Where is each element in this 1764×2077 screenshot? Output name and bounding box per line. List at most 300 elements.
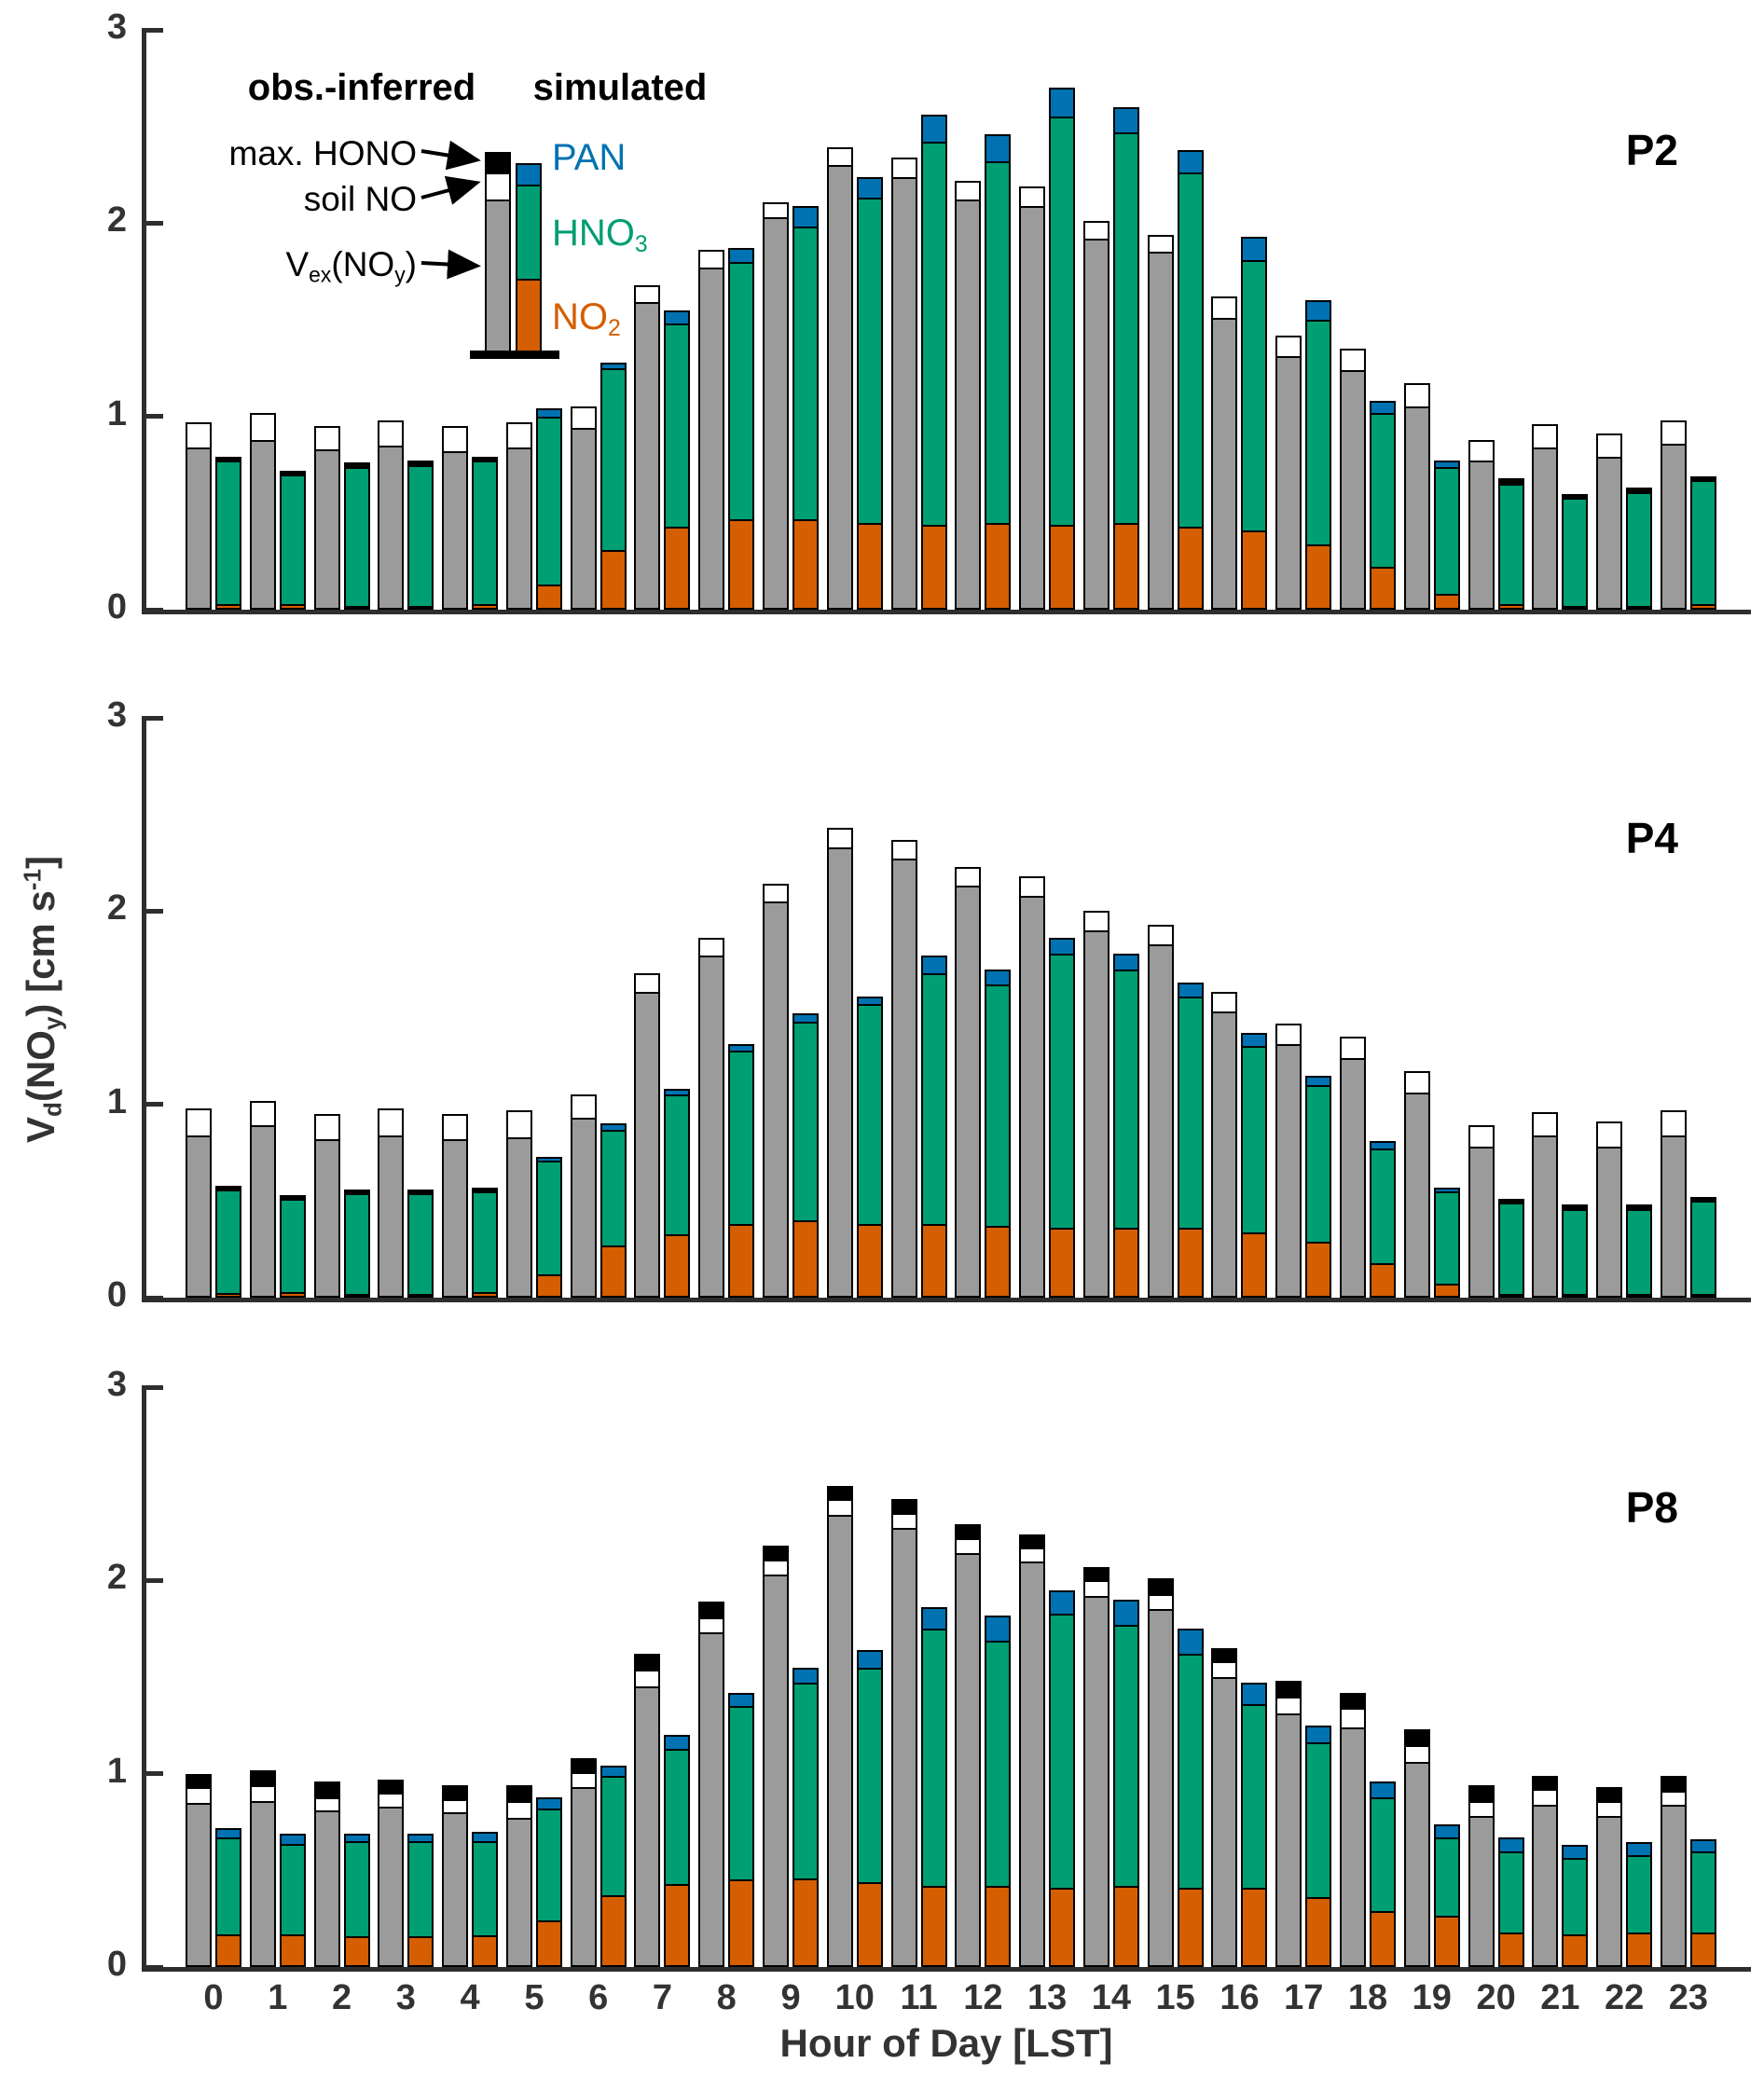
y-tick-P8-2 [146,1578,163,1583]
p4-h17-obs-bar-soil-no [1275,1024,1302,1047]
p8-h13-obs-bar-vex [1019,1561,1045,1967]
p8-h2-obs-bar-vex [314,1810,340,1967]
p8-h0-obs-bar-soil-no [186,1787,212,1805]
p2-h18-sim-bar-hno3 [1370,413,1396,570]
p8-h2-sim-bar-no2 [344,1936,370,1967]
x-tick-label-11: 11 [900,1978,938,2017]
p8-h8-sim-bar-no2 [728,1879,754,1967]
p4-h3-obs-bar-soil-no [378,1108,404,1137]
p8-h11-sim-bar-no2 [921,1886,947,1967]
p2-h12-obs-bar-soil-no [955,181,981,202]
p8-h22-sim-bar-pan [1626,1842,1652,1856]
p8-h21-obs-bar-max-hono [1532,1776,1558,1792]
p2-h2-obs-bar-soil-no [314,426,340,451]
y-axis-spine-P4 [142,716,146,1302]
p4-h18-obs-bar-vex [1340,1058,1366,1298]
p4-h7-obs-bar-vex [634,992,660,1298]
p8-h0-obs-bar-vex [186,1803,212,1967]
p4-h21-sim-bar-cap [1562,1204,1588,1210]
p4-h2-sim-bar-hno3 [344,1193,370,1296]
p8-h16-sim-bar-no2 [1241,1888,1267,1967]
p4-h5-obs-bar-soil-no [506,1110,532,1139]
legend-hno3-label: HNO3 [552,213,648,257]
p2-h8-sim-bar-hno3 [728,262,754,521]
x-tick-label-8: 8 [716,1978,737,2017]
p8-h12-sim-bar-hno3 [985,1641,1011,1888]
p4-h3-sim-bar-cap [407,1190,434,1195]
p8-h19-sim-bar-pan [1434,1824,1460,1840]
p8-h11-sim-bar-hno3 [921,1629,947,1888]
p8-h14-sim-bar-hno3 [1113,1625,1139,1888]
p4-h12-sim-bar-no2 [985,1226,1011,1298]
legend-obs-header: obs.-inferred [247,67,476,108]
p4-h8-sim-bar-pan [728,1044,754,1052]
p4-h9-obs-bar-soil-no [763,884,789,903]
p4-h7-sim-bar-no2 [664,1234,690,1298]
p8-h17-sim-bar-hno3 [1305,1742,1331,1899]
p8-h9-sim-bar-hno3 [792,1683,819,1879]
p8-h21-obs-bar-soil-no [1532,1789,1558,1807]
p8-h14-obs-bar-soil-no [1083,1580,1109,1598]
p2-h23-obs-bar-soil-no [1661,420,1687,446]
p2-h11-obs-bar-soil-no [891,158,917,179]
p2-h16-obs-bar-vex [1211,318,1237,610]
y-tick-P2-3 [146,28,163,33]
p2-h17-sim-bar-no2 [1305,544,1331,610]
p2-h19-obs-bar-soil-no [1404,383,1430,408]
p4-h5-obs-bar-vex [506,1137,532,1298]
p2-h20-sim-bar-hno3 [1498,484,1524,606]
p8-h13-sim-bar-hno3 [1049,1614,1075,1890]
p4-h12-obs-bar-soil-no [955,867,981,888]
p4-h21-obs-bar-soil-no [1532,1112,1558,1137]
p8-h10-sim-bar-no2 [857,1882,883,1967]
p2-h7-obs-bar-vex [634,302,660,610]
p8-h7-obs-bar-soil-no [634,1670,660,1689]
p8-h16-obs-bar-max-hono [1211,1648,1237,1664]
p4-h1-sim-bar-hno3 [280,1199,306,1294]
p2-h7-sim-bar-no2 [664,527,690,610]
p8-h22-obs-bar-vex [1596,1816,1622,1967]
p2-h23-sim-bar-hno3 [1690,480,1716,606]
p2-h15-obs-bar-soil-no [1148,235,1174,254]
p4-h10-sim-bar-pan [857,997,883,1006]
p8-h18-sim-bar-hno3 [1370,1797,1396,1913]
p2-h2-sim-bar-cap [344,462,370,468]
p4-h3-obs-bar-vex [378,1135,404,1298]
p8-h5-obs-bar-vex [506,1818,532,1967]
p4-h1-obs-bar-vex [250,1125,276,1298]
p4-h19-sim-bar-pan [1434,1188,1460,1193]
p8-h7-sim-bar-hno3 [664,1749,690,1886]
p8-h7-obs-bar-vex [634,1686,660,1967]
p2-h21-obs-bar-soil-no [1532,424,1558,449]
p8-h6-obs-bar-vex [571,1787,597,1967]
p4-h9-sim-bar-hno3 [792,1022,819,1223]
p8-h6-obs-bar-max-hono [571,1758,597,1774]
p4-h17-obs-bar-vex [1275,1044,1302,1298]
p4-h13-sim-bar-no2 [1049,1228,1075,1298]
p8-h19-sim-bar-hno3 [1434,1837,1460,1918]
p2-h6-sim-bar-no2 [600,550,627,610]
y-tick-label-P8-3: 3 [106,1365,127,1404]
x-tick-label-0: 0 [203,1978,224,2017]
p4-h13-obs-bar-soil-no [1019,876,1045,898]
x-tick-label-16: 16 [1220,1978,1260,2017]
p8-h7-sim-bar-pan [664,1735,690,1751]
p4-h16-sim-bar-no2 [1241,1232,1267,1298]
p8-h18-obs-bar-soil-no [1340,1708,1366,1729]
p2-h19-obs-bar-vex [1404,406,1430,610]
p4-h5-sim-bar-no2 [536,1274,562,1298]
p2-h4-sim-bar-hno3 [472,461,498,605]
p8-h15-sim-bar-pan [1178,1629,1204,1656]
p8-h4-obs-bar-vex [442,1812,468,1967]
x-tick-label-4: 4 [460,1978,480,2017]
p2-h16-sim-bar-pan [1241,237,1267,262]
p8-h6-sim-bar-hno3 [600,1776,627,1898]
p4-h18-sim-bar-hno3 [1370,1149,1396,1264]
p2-h16-sim-bar-hno3 [1241,260,1267,532]
p4-h8-obs-bar-soil-no [698,938,724,957]
p2-h17-sim-bar-hno3 [1305,320,1331,546]
p4-h14-sim-bar-pan [1113,954,1139,971]
p4-h8-sim-bar-no2 [728,1224,754,1298]
legend-sim-header: simulated [532,67,708,108]
p8-h3-sim-bar-pan [407,1834,434,1843]
p8-h4-sim-bar-pan [472,1832,498,1843]
p2-h13-obs-bar-soil-no [1019,186,1045,208]
x-tick-label-13: 13 [1027,1978,1068,2017]
x-tick-label-5: 5 [524,1978,544,2017]
p8-h21-sim-bar-hno3 [1562,1858,1588,1936]
p2-h1-obs-bar-soil-no [250,413,276,442]
p4-h12-sim-bar-pan [985,970,1011,987]
p8-h17-sim-bar-no2 [1305,1897,1331,1967]
p8-h12-obs-bar-max-hono [955,1524,981,1540]
p2-h3-sim-bar-hno3 [407,465,434,608]
p2-h5-sim-bar-no2 [536,585,562,610]
p8-h22-obs-bar-soil-no [1596,1801,1622,1819]
arrow-soil-no [421,184,474,198]
p2-h17-sim-bar-pan [1305,300,1331,322]
y-tick-label-P2-1: 1 [106,393,127,433]
p8-h0-sim-bar-hno3 [215,1837,241,1936]
p2-h0-sim-bar-hno3 [215,461,241,605]
p2-h18-sim-bar-pan [1370,401,1396,414]
p8-h5-sim-bar-no2 [536,1920,562,1967]
p8-h4-sim-bar-hno3 [472,1841,498,1937]
p8-h23-sim-bar-no2 [1690,1933,1716,1967]
p2-h16-sim-bar-no2 [1241,530,1267,610]
p4-h15-sim-bar-pan [1178,983,1204,998]
y-tick-label-P4-2: 2 [106,888,127,928]
p2-h11-obs-bar-vex [891,177,917,610]
p2-h5-sim-bar-hno3 [536,417,562,586]
p8-h19-obs-bar-max-hono [1404,1729,1430,1747]
p8-h20-obs-bar-max-hono [1468,1785,1495,1803]
x-tick-label-15: 15 [1155,1978,1195,2017]
p4-h11-sim-bar-pan [921,956,947,975]
p8-h8-obs-bar-vex [698,1632,724,1967]
p2-h4-obs-bar-vex [442,451,468,610]
y-axis-spine-P2 [142,28,146,614]
p8-h10-sim-bar-pan [857,1650,883,1670]
p2-h12-sim-bar-pan [985,134,1011,163]
p2-h19-sim-bar-no2 [1434,594,1460,610]
legend-pan-label: PAN [552,137,627,178]
p8-h3-sim-bar-hno3 [407,1841,434,1938]
p8-h15-obs-bar-soil-no [1148,1594,1174,1612]
p8-h8-sim-bar-hno3 [728,1706,754,1881]
p4-h11-obs-bar-vex [891,859,917,1298]
p2-h3-obs-bar-soil-no [378,420,404,447]
p8-h19-obs-bar-soil-no [1404,1745,1430,1765]
p4-h11-obs-bar-soil-no [891,840,917,861]
p8-h15-sim-bar-hno3 [1178,1654,1204,1890]
p8-h9-obs-bar-soil-no [763,1560,789,1577]
p8-h21-sim-bar-pan [1562,1845,1588,1859]
p2-h9-sim-bar-hno3 [792,227,819,520]
p8-h20-obs-bar-vex [1468,1816,1495,1967]
p8-h16-sim-bar-hno3 [1241,1704,1267,1890]
x-axis-line-P2 [142,610,1751,614]
p2-h14-sim-bar-pan [1113,107,1139,134]
p8-h20-sim-bar-no2 [1498,1933,1524,1967]
x-tick-label-2: 2 [331,1978,352,2017]
p8-h13-obs-bar-max-hono [1019,1534,1045,1550]
p8-h5-obs-bar-max-hono [506,1785,532,1803]
p4-h9-obs-bar-vex [763,901,789,1298]
p8-h17-obs-bar-vex [1275,1713,1302,1967]
p8-h7-obs-bar-max-hono [634,1654,660,1671]
p4-h4-obs-bar-vex [442,1139,468,1298]
p4-h4-obs-bar-soil-no [442,1114,468,1141]
legend-max-hono-label: max. HONO [228,134,417,172]
p2-h1-sim-bar-hno3 [280,475,306,606]
p8-h1-sim-bar-no2 [280,1934,306,1967]
p4-h15-obs-bar-soil-no [1148,925,1174,946]
p2-h10-obs-bar-vex [827,165,853,610]
p2-h23-obs-bar-vex [1661,444,1687,610]
p4-h9-sim-bar-pan [792,1013,819,1023]
y-tick-P2-1 [146,414,163,419]
p4-h23-obs-bar-soil-no [1661,1110,1687,1137]
p4-h0-obs-bar-soil-no [186,1108,212,1137]
p8-h4-obs-bar-soil-no [442,1799,468,1815]
x-tick-label-1: 1 [268,1978,288,2017]
x-tick-label-14: 14 [1091,1978,1132,2017]
p4-h13-obs-bar-vex [1019,896,1045,1298]
y-tick-label-P8-0: 0 [106,1945,127,1984]
p2-h15-sim-bar-pan [1178,150,1204,175]
p8-h14-obs-bar-max-hono [1083,1567,1109,1583]
p4-h16-sim-bar-hno3 [1241,1046,1267,1233]
p8-h21-obs-bar-vex [1532,1805,1558,1967]
p4-h6-sim-bar-hno3 [600,1130,627,1247]
x-axis-title: Hour of Day [LST] [779,2021,1113,2065]
p2-h12-obs-bar-vex [955,199,981,610]
p4-h5-sim-bar-hno3 [536,1161,562,1276]
p8-h15-obs-bar-vex [1148,1609,1174,1967]
p2-h23-sim-bar-cap [1690,476,1716,482]
p8-h9-obs-bar-vex [763,1575,789,1967]
p4-h11-sim-bar-no2 [921,1224,947,1298]
p2-h7-obs-bar-soil-no [634,285,660,305]
p2-h10-obs-bar-soil-no [827,147,853,167]
p8-h0-sim-bar-no2 [215,1934,241,1967]
p8-h18-obs-bar-vex [1340,1727,1366,1967]
p8-h2-obs-bar-soil-no [314,1797,340,1813]
p8-h8-sim-bar-pan [728,1693,754,1709]
p8-h5-sim-bar-hno3 [536,1809,562,1922]
p8-h10-obs-bar-vex [827,1515,853,1967]
p2-h10-sim-bar-hno3 [857,198,883,524]
p8-h11-obs-bar-vex [891,1528,917,1967]
p8-h18-obs-bar-max-hono [1340,1693,1366,1711]
legend-obs-bar-max-hono [485,152,511,175]
p2-h15-sim-bar-hno3 [1178,172,1204,528]
p8-h20-sim-bar-pan [1498,1837,1524,1853]
p2-h21-sim-bar-cap [1562,494,1588,500]
p2-h16-obs-bar-soil-no [1211,296,1237,320]
x-tick-label-3: 3 [395,1978,416,2017]
p4-h22-sim-bar-hno3 [1626,1209,1652,1296]
p4-h6-sim-bar-no2 [600,1245,627,1298]
p8-h17-sim-bar-pan [1305,1726,1331,1745]
p2-h18-sim-bar-no2 [1370,567,1396,610]
y-tick-P4-0 [146,1296,163,1300]
p8-h23-obs-bar-soil-no [1661,1791,1687,1807]
p2-h20-obs-bar-vex [1468,461,1495,610]
p2-h14-obs-bar-soil-no [1083,221,1109,241]
p8-h0-sim-bar-pan [215,1828,241,1839]
legend-sim-bar-pan [516,163,542,186]
p8-h11-obs-bar-soil-no [891,1513,917,1531]
p8-h10-obs-bar-max-hono [827,1486,853,1502]
p8-h14-sim-bar-pan [1113,1600,1139,1627]
p2-h12-sim-bar-no2 [985,523,1011,610]
p2-h14-sim-bar-no2 [1113,523,1139,610]
y-tick-label-P2-3: 3 [106,7,127,47]
p2-h7-sim-bar-hno3 [664,323,690,529]
p8-h15-sim-bar-no2 [1178,1888,1204,1967]
p4-h18-sim-bar-pan [1370,1141,1396,1150]
y-tick-P8-0 [146,1965,163,1970]
legend-no2-label: NO2 [552,296,621,341]
p8-h0-obs-bar-max-hono [186,1774,212,1790]
p2-h0-sim-bar-cap [215,457,241,462]
p2-h6-obs-bar-soil-no [571,406,597,430]
panel-label-P4: P4 [1625,814,1678,862]
p8-h17-obs-bar-soil-no [1275,1697,1302,1716]
p8-h14-sim-bar-no2 [1113,1886,1139,1967]
p4-h0-sim-bar-hno3 [215,1190,241,1295]
p4-h20-sim-bar-hno3 [1498,1203,1524,1295]
p8-h18-sim-bar-no2 [1370,1911,1396,1967]
p2-h3-sim-bar-cap [407,461,434,466]
p4-h0-obs-bar-vex [186,1135,212,1298]
p4-h20-obs-bar-vex [1468,1147,1495,1298]
y-tick-P8-3 [146,1385,163,1390]
p4-h2-obs-bar-vex [314,1139,340,1298]
p2-h14-obs-bar-vex [1083,239,1109,610]
y-axis-spine-P8 [142,1385,146,1972]
legend-pedestal [470,351,559,359]
p2-h10-sim-bar-no2 [857,523,883,610]
p8-h3-sim-bar-no2 [407,1936,434,1967]
panel-label-P8: P8 [1625,1483,1678,1532]
p8-h23-sim-bar-hno3 [1690,1851,1716,1934]
p4-h4-sim-bar-cap [472,1188,498,1193]
p8-h6-obs-bar-soil-no [571,1772,597,1790]
y-tick-P8-1 [146,1771,163,1776]
x-axis-line-P8 [142,1967,1751,1972]
p2-h5-sim-bar-pan [536,408,562,418]
y-tick-P2-2 [146,221,163,226]
p2-h11-sim-bar-pan [921,115,947,144]
p8-h15-obs-bar-max-hono [1148,1578,1174,1596]
p4-h6-obs-bar-soil-no [571,1094,597,1120]
p2-h18-obs-bar-soil-no [1340,349,1366,372]
p4-h17-sim-bar-pan [1305,1076,1331,1087]
p4-h19-obs-bar-vex [1404,1093,1430,1298]
p8-h12-obs-bar-vex [955,1553,981,1967]
p2-h11-sim-bar-hno3 [921,142,947,527]
p4-h21-obs-bar-vex [1532,1135,1558,1298]
p8-h9-sim-bar-pan [792,1668,819,1685]
p2-h7-sim-bar-pan [664,310,690,326]
p2-h13-sim-bar-pan [1049,88,1075,118]
arrow-vex [421,263,474,266]
p4-h10-obs-bar-vex [827,847,853,1298]
p8-h18-sim-bar-pan [1370,1781,1396,1799]
p8-h17-obs-bar-max-hono [1275,1681,1302,1699]
p2-h8-sim-bar-pan [728,248,754,264]
arrow-max-hono [421,151,474,159]
p8-h16-sim-bar-pan [1241,1683,1267,1706]
p2-h9-obs-bar-vex [763,217,789,610]
p4-h14-sim-bar-no2 [1113,1228,1139,1298]
p4-h14-obs-bar-soil-no [1083,911,1109,932]
p4-h13-sim-bar-hno3 [1049,954,1075,1230]
p2-h21-sim-bar-hno3 [1562,498,1588,608]
p4-h17-sim-bar-hno3 [1305,1085,1331,1244]
p4-h0-sim-bar-cap [215,1186,241,1191]
p8-h1-sim-bar-pan [280,1834,306,1846]
legend-vex-label: Vex(NOy) [285,245,417,287]
x-axis-line-P4 [142,1298,1751,1302]
p2-h8-obs-bar-soil-no [698,250,724,269]
p2-h17-obs-bar-vex [1275,356,1302,610]
p2-h5-obs-bar-soil-no [506,422,532,449]
p4-h19-obs-bar-soil-no [1404,1071,1430,1094]
p4-h22-obs-bar-vex [1596,1147,1622,1298]
p4-h19-sim-bar-hno3 [1434,1191,1460,1286]
p8-h1-obs-bar-vex [250,1801,276,1967]
p4-h12-sim-bar-hno3 [985,984,1011,1228]
x-tick-label-20: 20 [1476,1978,1516,2017]
p2-h6-sim-bar-pan [600,363,627,370]
p8-h3-obs-bar-vex [378,1807,404,1967]
p2-h9-obs-bar-soil-no [763,202,789,220]
p4-h19-sim-bar-no2 [1434,1284,1460,1298]
p8-h6-sim-bar-no2 [600,1895,627,1967]
p8-h5-sim-bar-pan [536,1797,562,1810]
p8-h16-obs-bar-soil-no [1211,1661,1237,1679]
p8-h20-obs-bar-soil-no [1468,1801,1495,1819]
p8-h11-obs-bar-max-hono [891,1499,917,1515]
